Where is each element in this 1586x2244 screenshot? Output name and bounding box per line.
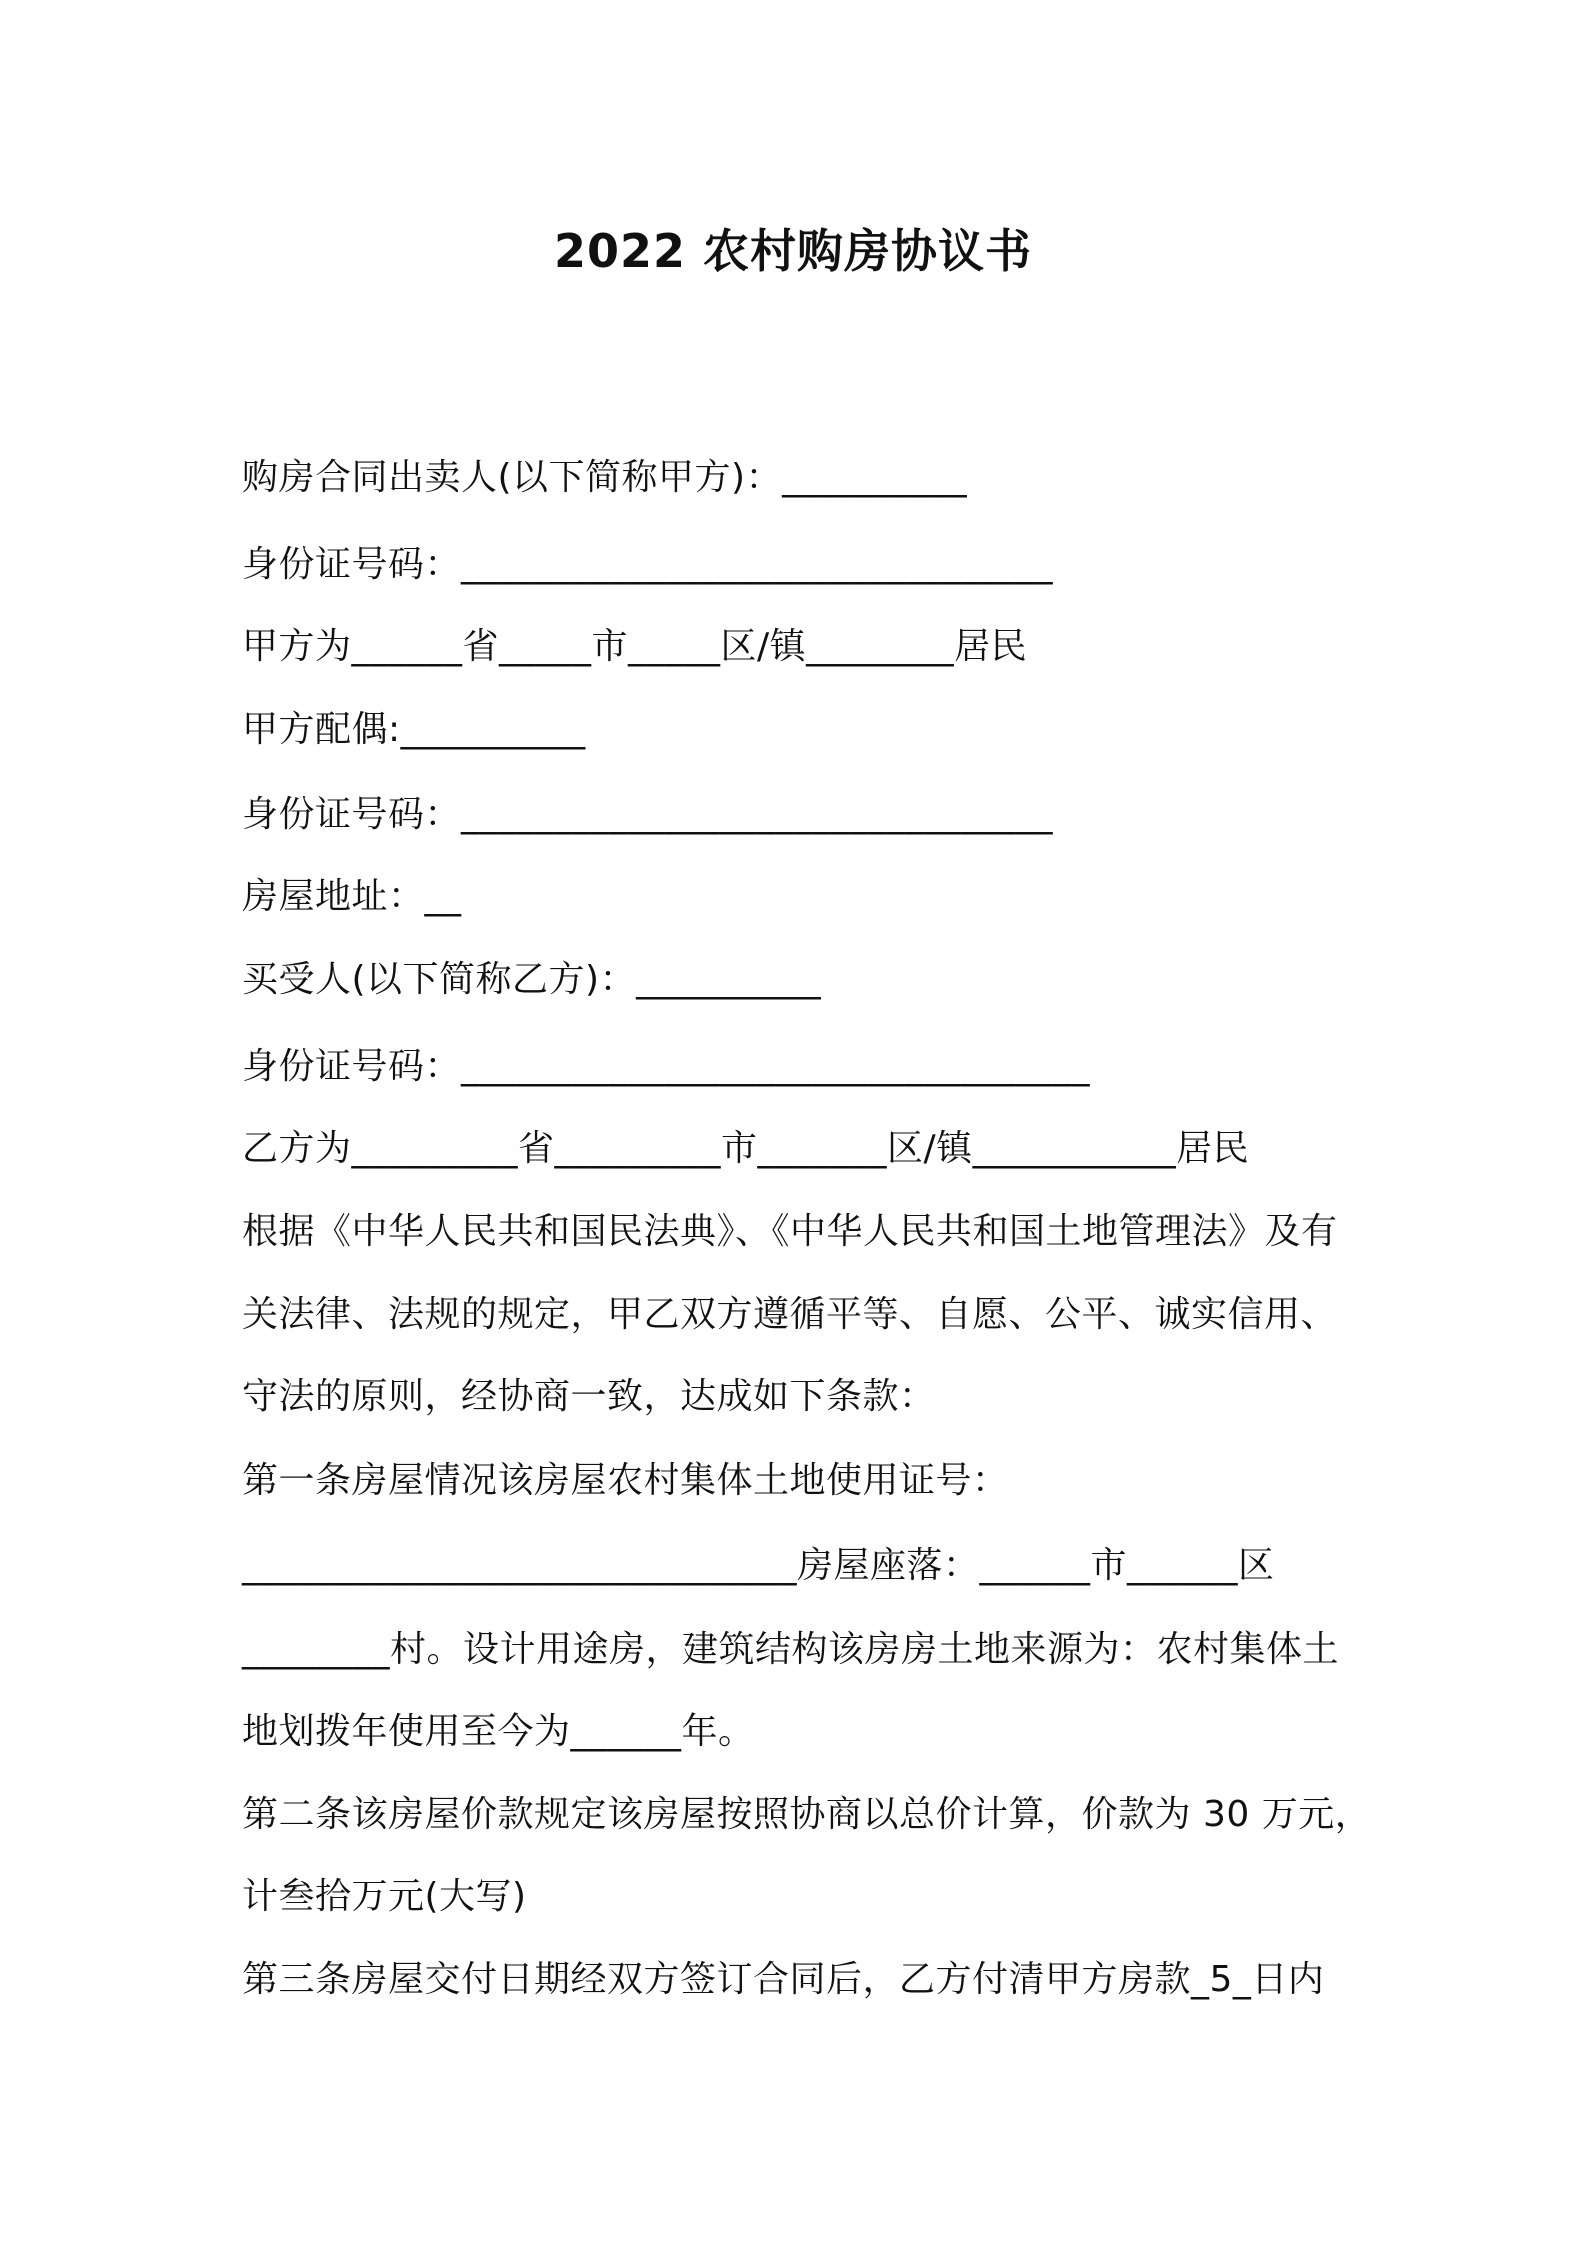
article-1-line-1: 第一条房屋情况该房屋农村集体土地使用证号： [242, 1460, 1009, 1501]
buyer-line: 买受人(以下简称乙方)：__________ [242, 959, 822, 1000]
preamble-line-3: 守法的原则，经协商一致，达成如下条款： [242, 1376, 936, 1417]
seller-residence-line: 甲方为______省_____市_____区/镇________居民 [242, 626, 1028, 667]
article-1-line-3: ________村。设计用途房，建筑结构该房房土地来源为：农村集体土 [242, 1629, 1340, 1670]
spouse-id-line: 身份证号码：________________________________ [242, 794, 1054, 835]
article-2-line-1: 第二条该房屋价款规定该房屋按照协商以总价计算，价款为 30 万元， [242, 1794, 1372, 1835]
buyer-id-line: 身份证号码：__________________________________ [242, 1046, 1091, 1087]
article-1-line-2: ______________________________房屋座落：______市______区 [242, 1545, 1275, 1586]
buyer-residence-line: 乙方为_________省_________市_______区/镇___________居民 [242, 1128, 1250, 1169]
article-1-line-4: 地划拨年使用至今为______年。 [242, 1711, 755, 1752]
preamble-line-2: 关法律、法规的规定，甲乙双方遵循平等、自愿、公平、诚实信用、 [242, 1294, 1338, 1335]
seller-id-line: 身份证号码：________________________________ [242, 544, 1054, 585]
article-2-line-2: 计叁拾万元(大写) [242, 1876, 527, 1917]
preamble-line-1: 根据《中华人民共和国民法典》、《中华人民共和国土地管理法》及有 [242, 1211, 1338, 1252]
seller-line: 购房合同出卖人(以下简称甲方)：__________ [242, 457, 968, 498]
article-3-line-1: 第三条房屋交付日期经双方签订合同后，乙方付清甲方房款_5_日内 [242, 1959, 1325, 2000]
seller-spouse-line: 甲方配偶:__________ [242, 709, 586, 750]
document-title: 2022 农村购房协议书 [553, 224, 1033, 278]
house-address-line: 房屋地址：__ [242, 876, 462, 917]
